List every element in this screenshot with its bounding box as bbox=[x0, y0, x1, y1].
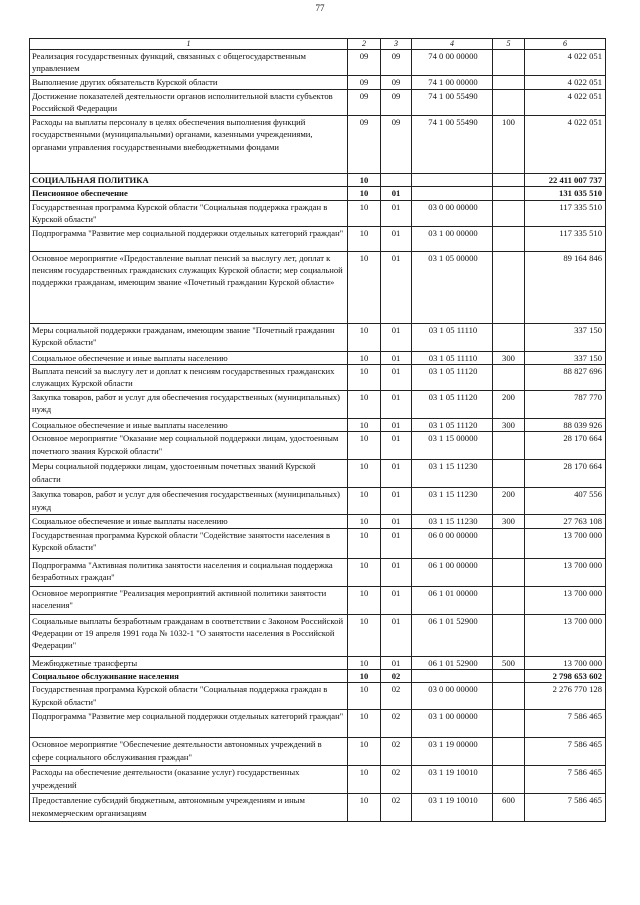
amount-cell: 117 335 510 bbox=[525, 200, 606, 226]
section-code-cell: 10 bbox=[348, 226, 381, 251]
expense-type-cell: 500 bbox=[493, 656, 525, 669]
subsection-code-cell: 01 bbox=[381, 251, 412, 323]
target-article-cell: 06 1 00 00000 bbox=[412, 558, 493, 586]
amount-cell: 7 586 465 bbox=[525, 738, 606, 766]
header-cell: 3 bbox=[381, 39, 412, 50]
amount-cell: 131 035 510 bbox=[525, 187, 606, 200]
table-row bbox=[30, 432, 606, 460]
section-code-cell: 10 bbox=[348, 766, 381, 794]
amount-cell: 89 164 846 bbox=[525, 251, 606, 323]
expense-type-cell bbox=[493, 187, 525, 200]
table-row bbox=[30, 226, 606, 251]
item-name-cell: Подпрограмма "Развитие мер социальной поддержки отдельных категорий граждан" bbox=[30, 226, 348, 251]
item-name-cell: Государственная программа Курской области "Содействие занятости населения в Курской области" bbox=[30, 528, 348, 558]
table-row bbox=[30, 515, 606, 528]
section-code-cell: 10 bbox=[348, 794, 381, 822]
table-row bbox=[30, 670, 606, 683]
item-name-cell: Достижение показателей деятельности органов исполнительной власти субъектов Российской Федерации bbox=[30, 90, 348, 116]
item-name-cell: Подпрограмма "Активная политика занятости населения и социальная поддержка безработных граждан" bbox=[30, 558, 348, 586]
table-row bbox=[30, 187, 606, 200]
table-row bbox=[30, 418, 606, 431]
target-article-cell: 03 1 05 11120 bbox=[412, 390, 493, 418]
amount-cell: 337 150 bbox=[525, 351, 606, 364]
expense-type-cell bbox=[493, 323, 525, 351]
item-name-cell: СОЦИАЛЬНАЯ ПОЛИТИКА bbox=[30, 174, 348, 187]
section-code-cell: 10 bbox=[348, 614, 381, 656]
header-cell: 5 bbox=[493, 39, 525, 50]
table-row bbox=[30, 488, 606, 515]
section-code-cell: 10 bbox=[348, 390, 381, 418]
section-code-cell: 10 bbox=[348, 460, 381, 488]
subsection-code-cell: 01 bbox=[381, 187, 412, 200]
expense-type-cell bbox=[493, 670, 525, 683]
section-code-cell: 10 bbox=[348, 418, 381, 431]
item-name-cell: Меры социальной поддержки лицам, удостоенным почетных званий Курской области bbox=[30, 460, 348, 488]
subsection-code-cell: 01 bbox=[381, 323, 412, 351]
item-name-cell: Расходы на обеспечение деятельности (оказание услуг) государственных учреждений bbox=[30, 766, 348, 794]
budget-table bbox=[29, 38, 606, 822]
table-row bbox=[30, 50, 606, 76]
amount-cell: 7 586 465 bbox=[525, 794, 606, 822]
subsection-code-cell: 02 bbox=[381, 738, 412, 766]
table-row bbox=[30, 365, 606, 391]
subsection-code-cell: 01 bbox=[381, 200, 412, 226]
subsection-code-cell: 02 bbox=[381, 670, 412, 683]
item-name-cell: Выплата пенсий за выслугу лет и доплат к пенсиям государственных гражданских служащих Курской области bbox=[30, 365, 348, 391]
section-code-cell: 10 bbox=[348, 488, 381, 515]
target-article-cell: 03 1 05 11110 bbox=[412, 323, 493, 351]
table-row bbox=[30, 794, 606, 822]
subsection-code-cell: 09 bbox=[381, 90, 412, 116]
section-code-cell: 10 bbox=[348, 351, 381, 364]
expense-type-cell: 300 bbox=[493, 515, 525, 528]
target-article-cell: 03 1 15 00000 bbox=[412, 432, 493, 460]
amount-cell: 7 586 465 bbox=[525, 766, 606, 794]
target-article-cell: 03 1 15 11230 bbox=[412, 515, 493, 528]
subsection-code-cell: 01 bbox=[381, 351, 412, 364]
header-cell: 4 bbox=[412, 39, 493, 50]
expense-type-cell bbox=[493, 200, 525, 226]
item-name-cell: Социальные выплаты безработным гражданам в соответствии с Законом Российской Федерации от 19 апреля 1991 года № 1032-1 "О занятости населения в Российской Федерации" bbox=[30, 614, 348, 656]
subsection-code-cell: 01 bbox=[381, 365, 412, 391]
section-code-cell: 10 bbox=[348, 683, 381, 710]
subsection-code-cell: 02 bbox=[381, 683, 412, 710]
subsection-code-cell: 02 bbox=[381, 794, 412, 822]
expense-type-cell: 300 bbox=[493, 351, 525, 364]
target-article-cell: 03 1 15 11230 bbox=[412, 460, 493, 488]
subsection-code-cell: 01 bbox=[381, 614, 412, 656]
section-code-cell: 09 bbox=[348, 76, 381, 90]
table-row bbox=[30, 656, 606, 669]
subsection-code-cell: 01 bbox=[381, 656, 412, 669]
expense-type-cell: 100 bbox=[493, 116, 525, 174]
amount-cell: 88 827 696 bbox=[525, 365, 606, 391]
section-code-cell: 10 bbox=[348, 200, 381, 226]
expense-type-cell bbox=[493, 683, 525, 710]
section-code-cell: 09 bbox=[348, 50, 381, 76]
table-row bbox=[30, 323, 606, 351]
expense-type-cell: 300 bbox=[493, 418, 525, 431]
section-code-cell: 10 bbox=[348, 187, 381, 200]
expense-type-cell bbox=[493, 432, 525, 460]
amount-cell: 787 770 bbox=[525, 390, 606, 418]
subsection-code-cell: 01 bbox=[381, 460, 412, 488]
item-name-cell: Выполнение других обязательств Курской области bbox=[30, 76, 348, 90]
subsection-code-cell: 09 bbox=[381, 76, 412, 90]
amount-cell: 337 150 bbox=[525, 323, 606, 351]
table-row bbox=[30, 528, 606, 558]
expense-type-cell bbox=[493, 365, 525, 391]
table-row bbox=[30, 90, 606, 116]
table-row bbox=[30, 351, 606, 364]
section-code-cell: 09 bbox=[348, 116, 381, 174]
section-code-cell: 10 bbox=[348, 323, 381, 351]
subsection-code-cell: 01 bbox=[381, 432, 412, 460]
expense-type-cell bbox=[493, 766, 525, 794]
table-row bbox=[30, 460, 606, 488]
subsection-code-cell: 01 bbox=[381, 418, 412, 431]
section-code-cell: 10 bbox=[348, 251, 381, 323]
amount-cell: 28 170 664 bbox=[525, 432, 606, 460]
target-article-cell: 06 1 01 00000 bbox=[412, 586, 493, 614]
table-row bbox=[30, 390, 606, 418]
amount-cell: 28 170 664 bbox=[525, 460, 606, 488]
item-name-cell: Социальное обеспечение и иные выплаты населению bbox=[30, 351, 348, 364]
target-article-cell: 03 1 19 10010 bbox=[412, 766, 493, 794]
expense-type-cell: 600 bbox=[493, 794, 525, 822]
expense-type-cell bbox=[493, 174, 525, 187]
header-row bbox=[30, 39, 606, 50]
table-row bbox=[30, 683, 606, 710]
item-name-cell: Закупка товаров, работ и услуг для обеспечения государственных (муниципальных) нужд bbox=[30, 488, 348, 515]
item-name-cell: Подпрограмма "Развитие мер социальной поддержки отдельных категорий граждан" bbox=[30, 710, 348, 738]
section-code-cell: 10 bbox=[348, 656, 381, 669]
subsection-code-cell: 02 bbox=[381, 710, 412, 738]
item-name-cell: Основное мероприятие "Оказание мер социальной поддержки лицам, удостоенным почетного звания Курской области" bbox=[30, 432, 348, 460]
item-name-cell: Закупка товаров, работ и услуг для обеспечения государственных (муниципальных) нужд bbox=[30, 390, 348, 418]
subsection-code-cell: 01 bbox=[381, 488, 412, 515]
amount-cell: 13 700 000 bbox=[525, 614, 606, 656]
amount-cell: 2 276 770 128 bbox=[525, 683, 606, 710]
table-row bbox=[30, 710, 606, 738]
subsection-code-cell: 02 bbox=[381, 766, 412, 794]
target-article-cell bbox=[412, 670, 493, 683]
item-name-cell: Основное мероприятие "Реализация мероприятий активной политики занятости населения" bbox=[30, 586, 348, 614]
table-row bbox=[30, 251, 606, 323]
item-name-cell: Межбюджетные трансферты bbox=[30, 656, 348, 669]
amount-cell: 4 022 051 bbox=[525, 90, 606, 116]
section-code-cell: 10 bbox=[348, 670, 381, 683]
expense-type-cell bbox=[493, 251, 525, 323]
target-article-cell: 03 1 05 00000 bbox=[412, 251, 493, 323]
target-article-cell bbox=[412, 187, 493, 200]
expense-type-cell bbox=[493, 710, 525, 738]
subsection-code-cell: 01 bbox=[381, 390, 412, 418]
expense-type-cell bbox=[493, 614, 525, 656]
subsection-code-cell: 01 bbox=[381, 586, 412, 614]
section-code-cell: 10 bbox=[348, 586, 381, 614]
target-article-cell bbox=[412, 174, 493, 187]
item-name-cell: Предоставление субсидий бюджетным, автономным учреждениям и иным некоммерческим организациям bbox=[30, 794, 348, 822]
item-name-cell: Основное мероприятие "Обеспечение деятельности автономных учреждений в сфере социального обслуживания граждан" bbox=[30, 738, 348, 766]
table-row bbox=[30, 174, 606, 187]
target-article-cell: 03 1 15 11230 bbox=[412, 488, 493, 515]
target-article-cell: 03 1 00 00000 bbox=[412, 710, 493, 738]
page-number: 77 bbox=[315, 3, 325, 13]
amount-cell: 13 700 000 bbox=[525, 586, 606, 614]
target-article-cell: 06 1 01 52900 bbox=[412, 656, 493, 669]
expense-type-cell bbox=[493, 226, 525, 251]
item-name-cell: Социальное обслуживание населения bbox=[30, 670, 348, 683]
table-row bbox=[30, 558, 606, 586]
target-article-cell: 74 1 00 00000 bbox=[412, 76, 493, 90]
amount-cell: 4 022 051 bbox=[525, 50, 606, 76]
target-article-cell: 03 1 05 11110 bbox=[412, 351, 493, 364]
expense-type-cell bbox=[493, 50, 525, 76]
header-cell: 2 bbox=[348, 39, 381, 50]
section-code-cell: 10 bbox=[348, 365, 381, 391]
header-cell: 6 bbox=[525, 39, 606, 50]
section-code-cell: 10 bbox=[348, 738, 381, 766]
header-cell: 1 bbox=[30, 39, 348, 50]
table-row bbox=[30, 116, 606, 174]
subsection-code-cell: 09 bbox=[381, 116, 412, 174]
amount-cell: 22 411 007 737 bbox=[525, 174, 606, 187]
amount-cell: 4 022 051 bbox=[525, 116, 606, 174]
amount-cell: 4 022 051 bbox=[525, 76, 606, 90]
expense-type-cell bbox=[493, 76, 525, 90]
expense-type-cell bbox=[493, 528, 525, 558]
target-article-cell: 74 1 00 55490 bbox=[412, 90, 493, 116]
amount-cell: 88 039 926 bbox=[525, 418, 606, 431]
section-code-cell: 10 bbox=[348, 432, 381, 460]
section-code-cell: 10 bbox=[348, 528, 381, 558]
target-article-cell: 74 0 00 00000 bbox=[412, 50, 493, 76]
target-article-cell: 03 0 00 00000 bbox=[412, 200, 493, 226]
item-name-cell: Государственная программа Курской области "Социальная поддержка граждан в Курской области" bbox=[30, 200, 348, 226]
table-row bbox=[30, 586, 606, 614]
item-name-cell: Расходы на выплаты персоналу в целях обеспечения выполнения функций государственными (муниципальными) органами, казенными учреждениями, органами управления государственными внебюджетными фондами bbox=[30, 116, 348, 174]
target-article-cell: 74 1 00 55490 bbox=[412, 116, 493, 174]
table-row bbox=[30, 614, 606, 656]
amount-cell: 117 335 510 bbox=[525, 226, 606, 251]
expense-type-cell bbox=[493, 460, 525, 488]
table-row bbox=[30, 200, 606, 226]
section-code-cell: 10 bbox=[348, 174, 381, 187]
table-row bbox=[30, 766, 606, 794]
subsection-code-cell bbox=[381, 174, 412, 187]
section-code-cell: 10 bbox=[348, 558, 381, 586]
target-article-cell: 03 0 00 00000 bbox=[412, 683, 493, 710]
amount-cell: 7 586 465 bbox=[525, 710, 606, 738]
expense-type-cell bbox=[493, 558, 525, 586]
amount-cell: 27 763 108 bbox=[525, 515, 606, 528]
amount-cell: 13 700 000 bbox=[525, 528, 606, 558]
item-name-cell: Меры социальной поддержки гражданам, имеющим звание "Почетный гражданин Курской области" bbox=[30, 323, 348, 351]
target-article-cell: 06 0 00 00000 bbox=[412, 528, 493, 558]
subsection-code-cell: 01 bbox=[381, 558, 412, 586]
target-article-cell: 03 1 19 00000 bbox=[412, 738, 493, 766]
section-code-cell: 09 bbox=[348, 90, 381, 116]
expense-type-cell: 200 bbox=[493, 488, 525, 515]
expense-type-cell bbox=[493, 90, 525, 116]
target-article-cell: 03 1 19 10010 bbox=[412, 794, 493, 822]
subsection-code-cell: 01 bbox=[381, 515, 412, 528]
item-name-cell: Пенсионное обеспечение bbox=[30, 187, 348, 200]
amount-cell: 13 700 000 bbox=[525, 558, 606, 586]
expense-type-cell bbox=[493, 586, 525, 614]
item-name-cell: Реализация государственных функций, связанных с общегосударственным управлением bbox=[30, 50, 348, 76]
item-name-cell: Социальное обеспечение и иные выплаты населению bbox=[30, 418, 348, 431]
section-code-cell: 10 bbox=[348, 515, 381, 528]
table-row bbox=[30, 76, 606, 90]
item-name-cell: Социальное обеспечение и иные выплаты населению bbox=[30, 515, 348, 528]
amount-cell: 13 700 000 bbox=[525, 656, 606, 669]
expense-type-cell: 200 bbox=[493, 390, 525, 418]
item-name-cell: Государственная программа Курской области "Социальная поддержка граждан в Курской области" bbox=[30, 683, 348, 710]
amount-cell: 407 556 bbox=[525, 488, 606, 515]
amount-cell: 2 798 653 602 bbox=[525, 670, 606, 683]
target-article-cell: 03 1 05 11120 bbox=[412, 418, 493, 431]
section-code-cell: 10 bbox=[348, 710, 381, 738]
table-row bbox=[30, 738, 606, 766]
item-name-cell: Основное мероприятие «Предоставление выплат пенсий за выслугу лет, доплат к пенсиям государственных гражданских служащих Курской области; мер социальной поддержки гражданам, имеющим звание «Почетный гражданин Курской области» bbox=[30, 251, 348, 323]
expense-type-cell bbox=[493, 738, 525, 766]
target-article-cell: 06 1 01 52900 bbox=[412, 614, 493, 656]
subsection-code-cell: 09 bbox=[381, 50, 412, 76]
subsection-code-cell: 01 bbox=[381, 528, 412, 558]
target-article-cell: 03 1 05 11120 bbox=[412, 365, 493, 391]
target-article-cell: 03 1 00 00000 bbox=[412, 226, 493, 251]
subsection-code-cell: 01 bbox=[381, 226, 412, 251]
